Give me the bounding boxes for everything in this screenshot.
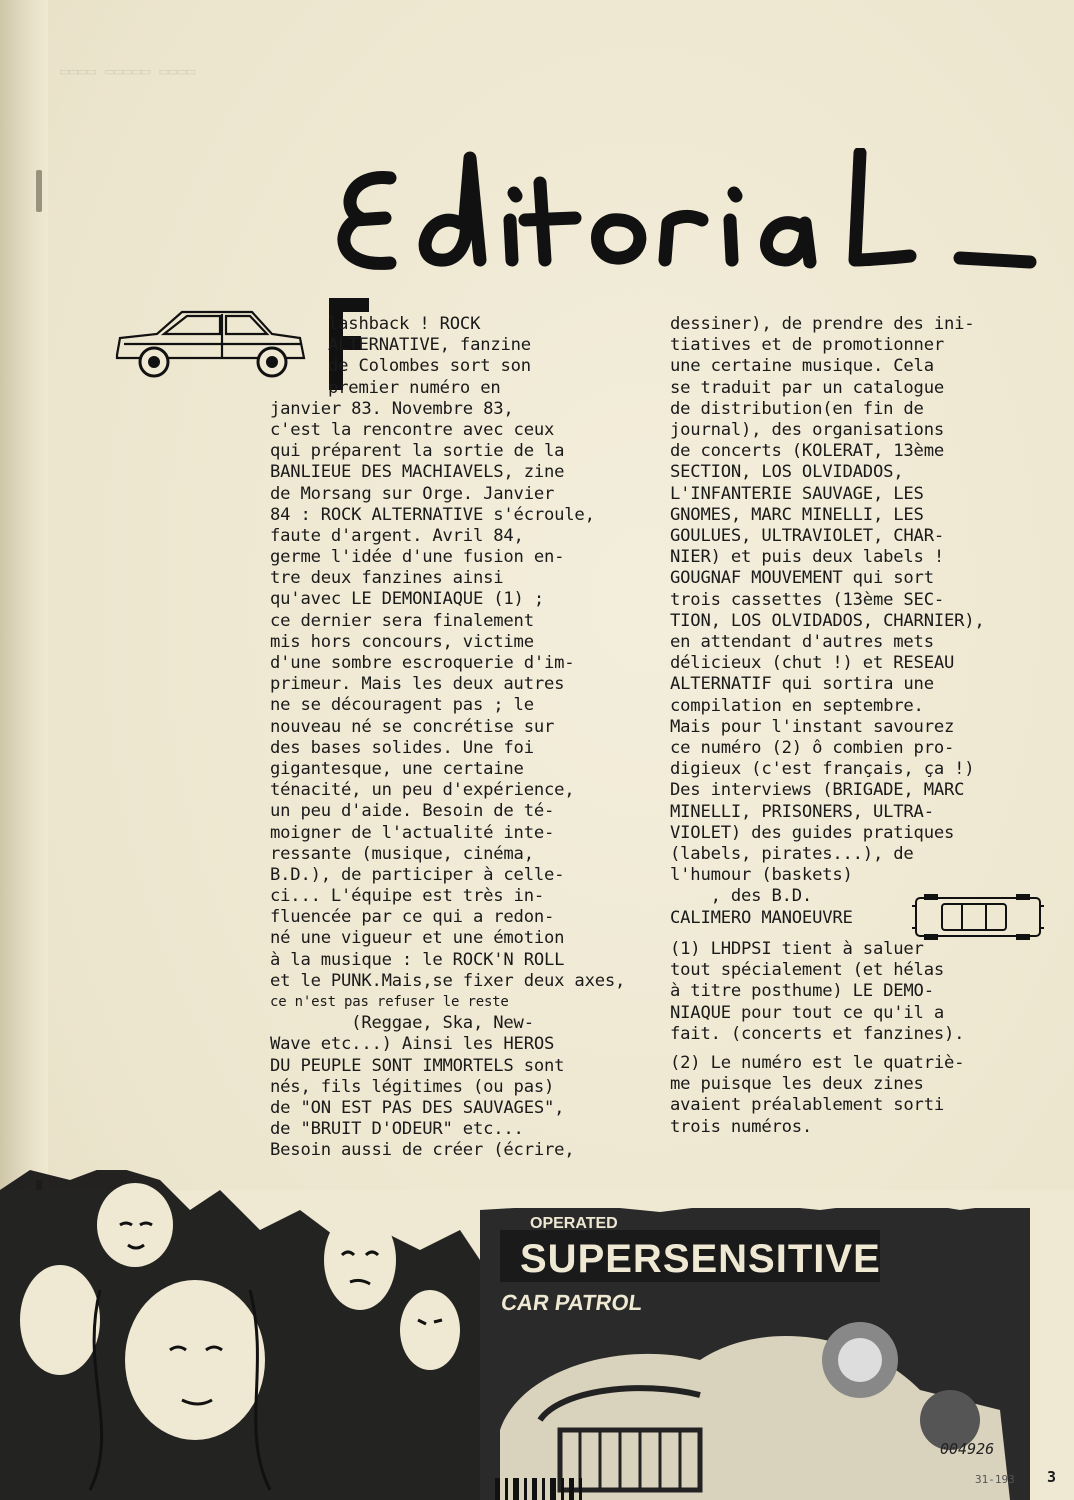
body-text-line: compilation en septembre. xyxy=(670,695,924,716)
body-text-line: NIER) et puis deux labels ! xyxy=(670,547,944,568)
body-text-line: janvier 83. Novembre 83, xyxy=(270,398,514,419)
body-text-line: ce numéro (2) ô combien pro- xyxy=(670,738,955,759)
footnote-line: fait. (concerts et fanzines). xyxy=(670,1023,965,1044)
collage-banner-text: SUPERSENSITIVE xyxy=(520,1237,881,1281)
body-text-line: (labels, pirates...), de xyxy=(670,844,914,865)
body-text-line: nouveau né se concrétise sur xyxy=(270,716,555,737)
body-text-line: ténacité, un peu d'expérience, xyxy=(270,780,575,801)
body-text-line: des bases solides. Une foi xyxy=(270,737,534,758)
punk-collage-illustration xyxy=(0,1170,1074,1500)
column-left xyxy=(270,314,625,1162)
body-text-line: un peu d'aide. Besoin de té- xyxy=(270,801,555,822)
body-text-line: Besoin aussi de créer (écrire, xyxy=(270,1140,575,1161)
page-number: 3 xyxy=(1047,1468,1057,1486)
body-text-line: qui préparent la sortie de la xyxy=(270,441,565,462)
footnote-line: avaient préalablement sorti xyxy=(670,1095,944,1116)
body-text-line: primeur. Mais les deux autres xyxy=(270,674,565,695)
body-text-line: ALTERNATIF qui sortira une xyxy=(670,674,934,695)
body-text-line: gigantesque, une certaine xyxy=(270,758,524,779)
vintage-car-illustration xyxy=(912,892,1044,942)
body-text-line: c'est la rencontre avec ceux xyxy=(270,419,555,440)
body-text-line: faute d'argent. Avril 84, xyxy=(270,525,524,546)
body-text-line: B.D.), de participer à celle- xyxy=(270,864,565,885)
footnote-line: NIAQUE pour tout ce qu'il a xyxy=(670,1002,944,1023)
body-text-line: et le PUNK.Mais,se fixer deux axes, xyxy=(270,970,626,991)
body-text-line: nés, fils légitimes (ou pas) xyxy=(270,1076,555,1097)
handwritten-reference-number: 004926 xyxy=(940,1440,995,1458)
body-text-line: trois cassettes (13ème SEC- xyxy=(670,589,944,610)
body-text-line: Mais pour l'instant savourez xyxy=(670,716,955,737)
staple xyxy=(36,170,42,212)
footnote-line: trois numéros. xyxy=(670,1116,813,1137)
body-text-line: SECTION, LOS OLVIDADOS, xyxy=(670,462,904,483)
body-text-line: ce n'est pas refuser le reste xyxy=(270,994,509,1010)
column-right xyxy=(670,314,985,1138)
body-text-line: digieux (c'est français, ça !) xyxy=(670,759,975,780)
footnote-line: à titre posthume) LE DEMO- xyxy=(670,981,934,1002)
body-text-line: moigner de l'actualité inte- xyxy=(270,822,555,843)
body-text-line: né une vigueur et une émotion xyxy=(270,928,565,949)
body-text-line: de "BRUIT D'ODEUR" etc... xyxy=(270,1119,524,1140)
body-text-line: DU PEUPLE SONT IMMORTELS sont xyxy=(270,1055,565,1076)
body-text-line: (Reggae, Ska, New- xyxy=(270,1013,534,1034)
body-text-line: délicieux (chut !) et RESEAU xyxy=(670,653,955,674)
body-text-line: Des interviews (BRIGADE, MARC xyxy=(670,780,965,801)
body-text-line: ci... L'équipe est très in- xyxy=(270,886,544,907)
body-text-line: BANLIEUE DES MACHIAVELS, zine xyxy=(270,462,565,483)
body-text-line: , des B.D. xyxy=(670,886,813,907)
body-text-line: tiatives et de promotionner xyxy=(670,335,944,356)
show-through-text: ▭▭▭▭ ▭▭▭▭▭ ▭▭▭▭ xyxy=(60,62,196,80)
body-text-line: en attendant d'autres mets xyxy=(670,632,934,653)
body-text-line: GNOMES, MARC MINELLI, LES xyxy=(670,504,924,525)
body-text-line: L'INFANTERIE SAUVAGE, LES xyxy=(670,483,924,504)
body-text-line: d'une sombre escroquerie d'im- xyxy=(270,653,575,673)
collage-top-text: OPERATED xyxy=(530,1215,618,1232)
body-text-line: MINELLI, PRISONERS, ULTRA- xyxy=(670,801,934,822)
body-text-line: de Morsang sur Orge. Janvier xyxy=(270,483,555,504)
body-text-line: dessiner), de prendre des ini- xyxy=(670,314,975,334)
body-text-line: de concerts (KOLERAT, 13ème xyxy=(670,441,944,462)
footnote-line: (2) Le numéro est le quatriè- xyxy=(670,1052,965,1073)
body-text-line: ALTERNATIVE, fanzine xyxy=(328,335,531,356)
body-text-line: ne se découragent pas ; le xyxy=(270,695,534,716)
body-text-line: à la musique : le ROCK'N ROLL xyxy=(270,949,565,970)
body-text-line: se traduit par un catalogue xyxy=(670,377,944,398)
collage-sub-text: CAR PATROL xyxy=(499,1290,644,1315)
archive-code: 31-193 xyxy=(975,1473,1015,1486)
body-text-line: fluencée par ce qui a redon- xyxy=(270,907,555,928)
body-text-line: lashback ! ROCK xyxy=(328,314,481,334)
page-title xyxy=(330,148,1050,278)
body-text-line: de distribution(en fin de xyxy=(670,398,924,419)
footnote-line: me puisque les deux zines xyxy=(670,1074,924,1095)
body-text-line: mis hors concours, victime xyxy=(270,631,534,652)
body-text-line: premier numéro en xyxy=(328,377,501,398)
body-text-line: CALIMERO MANOEUVRE xyxy=(670,907,853,928)
body-text-line: GOUGNAF MOUVEMENT qui sort xyxy=(670,568,934,589)
body-text-line: 84 : ROCK ALTERNATIVE s'écroule, xyxy=(270,504,595,525)
body-text-line: ce dernier sera finalement xyxy=(270,610,534,631)
body-text-line: Wave etc...) Ainsi les HEROS xyxy=(270,1034,555,1055)
body-text-line: de "ON EST PAS DES SAUVAGES", xyxy=(270,1097,565,1118)
footnote-line: (1) LHDPSI tient à saluer xyxy=(670,938,924,959)
body-text-line: GOULUES, ULTRAVIOLET, CHAR- xyxy=(670,526,944,547)
body-text-line: VIOLET) des guides pratiques xyxy=(670,822,955,843)
body-text-line: qu'avec LE DEMONIAQUE (1) ; xyxy=(270,589,544,610)
body-text-line: germe l'idée d'une fusion en- xyxy=(270,547,565,568)
body-text-line: de Colombes sort son xyxy=(328,356,531,377)
footnote-line: tout spécialement (et hélas xyxy=(670,960,944,981)
body-text-line: TION, LOS OLVIDADOS, CHARNIER), xyxy=(670,610,985,631)
body-text-line: l'humour (baskets) xyxy=(670,865,853,886)
body-text-line: tre deux fanzines ainsi xyxy=(270,568,504,589)
body-text-line: ressante (musique, cinéma, xyxy=(270,843,534,864)
body-text-line: journal), des organisations xyxy=(670,420,944,441)
body-text-line: une certaine musique. Cela xyxy=(670,356,934,377)
